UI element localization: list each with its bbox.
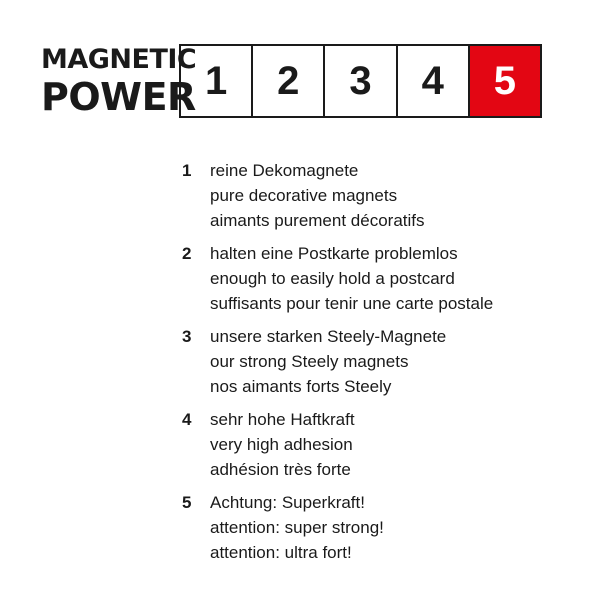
power-scale	[179, 44, 542, 118]
legend-text-en: our strong Steely magnets	[210, 352, 409, 371]
legend-text-en: enough to easily hold a postcard	[210, 269, 455, 288]
legend-text-de: reine Dekomagnete	[210, 161, 359, 180]
legend-item-1	[182, 158, 582, 233]
legend-text-de: sehr hohe Haftkraft	[210, 410, 355, 429]
legend-item-4	[182, 407, 582, 482]
legend-item-2	[182, 241, 582, 316]
legend-item-3	[182, 324, 582, 399]
legend-text-en: pure decorative magnets	[210, 186, 398, 205]
legend-text-de: unsere starken Steely-Magnete	[210, 327, 447, 346]
legend-item-5	[182, 490, 582, 565]
legend-text-de: halten eine Postkarte problemlos	[210, 244, 458, 263]
power-legend	[182, 158, 582, 573]
title-line-power: POWER	[41, 75, 196, 119]
legend-text-fr: attention: ultra fort!	[210, 543, 352, 562]
scale-level-1: 1	[181, 46, 253, 116]
title-line-magnetic: MAGNETIC	[41, 44, 197, 75]
magnetic-power-title	[41, 44, 197, 120]
legend-number: 2	[182, 244, 192, 263]
legend-text-fr: aimants purement décoratifs	[210, 211, 425, 230]
legend-number: 1	[182, 161, 192, 180]
legend-number: 4	[182, 410, 192, 429]
legend-text-en: attention: super strong!	[210, 518, 384, 537]
legend-text-en: very high adhesion	[210, 435, 353, 454]
legend-text-de: Achtung: Superkraft!	[210, 493, 365, 512]
scale-level-2: 2	[253, 46, 325, 116]
legend-number: 5	[182, 493, 192, 512]
legend-text-fr: adhésion très forte	[210, 460, 351, 479]
scale-level-3: 3	[325, 46, 397, 116]
legend-text-fr: suffisants pour tenir une carte postale	[210, 294, 494, 313]
legend-text-fr: nos aimants forts Steely	[210, 377, 392, 396]
legend-number: 3	[182, 327, 192, 346]
scale-level-4: 4	[398, 46, 470, 116]
scale-level-5-highlighted: 5	[470, 46, 540, 116]
